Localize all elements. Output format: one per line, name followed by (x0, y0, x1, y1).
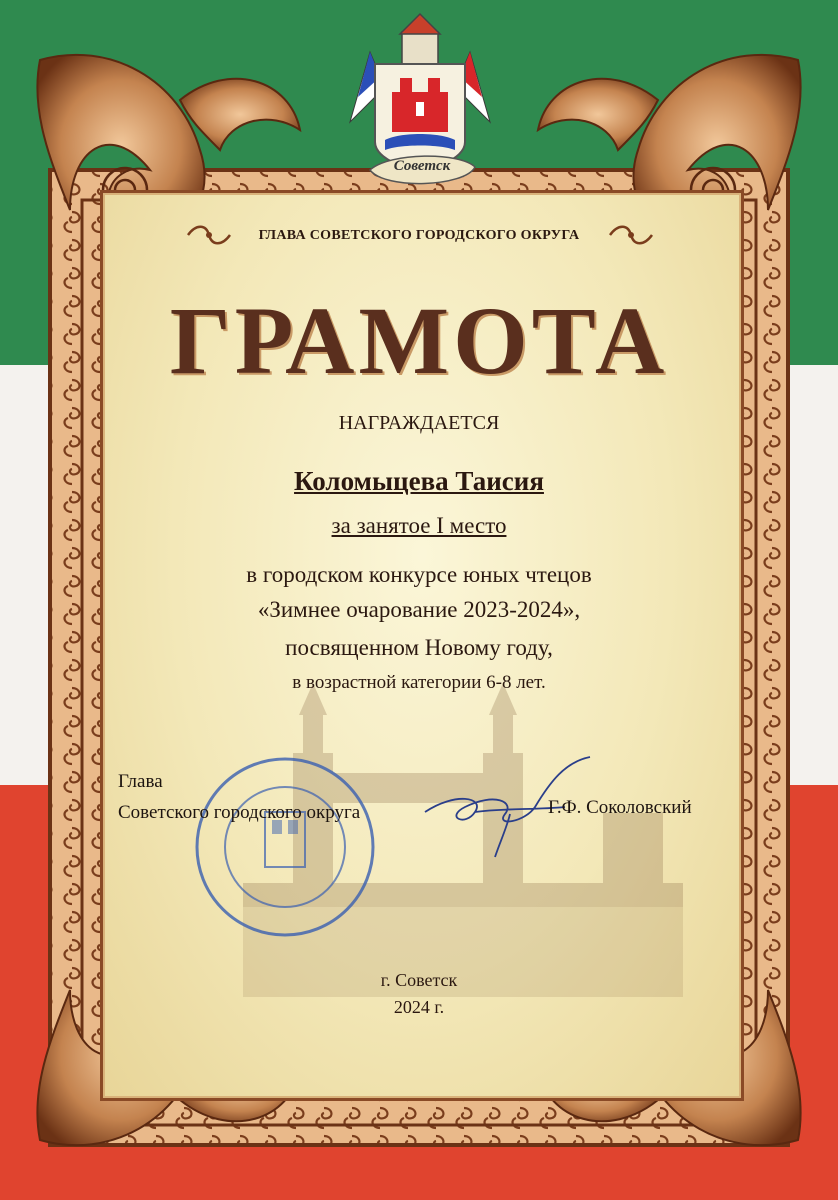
contest-name-line: «Зимнее очарование 2023-2024», (257, 597, 581, 622)
dedication-line: посвященном Новому году, (285, 635, 553, 660)
award-place-line: за занятое I место (331, 513, 507, 538)
issuing-organization: ГЛАВА СОВЕТСКОГО ГОРОДСКОГО ОКРУГА (258, 228, 580, 243)
certificate-title: ГРАМОТА (169, 287, 669, 394)
signatory-position (118, 766, 360, 828)
age-category-line: в возрастной категории 6-8 лет. (292, 672, 546, 693)
city-coat-of-arms (340, 12, 500, 197)
signatory-position-line1: Глава (118, 771, 163, 792)
awarded-label: НАГРАЖДАЕТСЯ (338, 412, 500, 434)
issue-year: 2024 г. (393, 997, 445, 1017)
recipient-name: Коломыцева Таисия (294, 466, 544, 496)
issue-city: г. Советск (380, 970, 458, 990)
contest-line: в городском конкурсе юных чтецов (246, 562, 592, 587)
signatory-position-line2: Советского городского округа (118, 802, 361, 823)
signatory-name: Г.Ф. Соколовский (548, 797, 692, 818)
emblem-ribbon-text: Советск (393, 158, 451, 174)
